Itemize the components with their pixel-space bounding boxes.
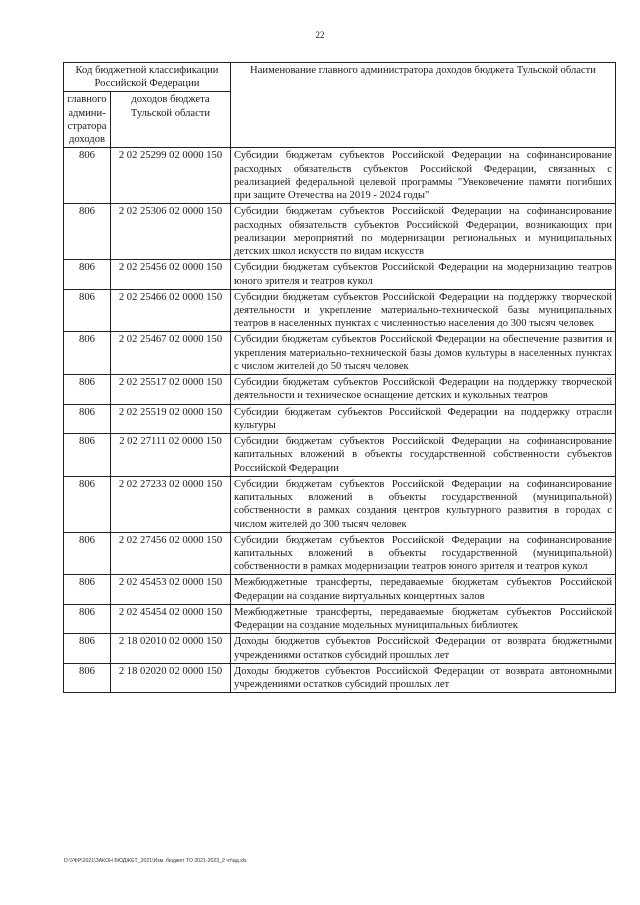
income-code-cell: 2 02 25519 02 0000 150 xyxy=(111,404,231,433)
admin-code-cell: 806 xyxy=(64,375,111,404)
header-code-group: Код бюджетной классификации Российской Федерации xyxy=(64,63,231,92)
income-name-cell: Субсидии бюджетам субъектов Российской Федерации на поддержку творческой деятельности и укрепление материально-технической базы муниципальных театров в населенных пунктах с численностью населения до 300 тысяч человек xyxy=(231,289,616,332)
table-row xyxy=(64,532,616,575)
table-row xyxy=(64,204,616,260)
table-row xyxy=(64,476,616,532)
income-name-cell: Субсидии бюджетам субъектов Российской Федерации на софинансирование капитальных вложений в объекты государственной (муниципальной) собственности в рамках модернизации театров юного зрителя и театров кукол xyxy=(231,532,616,575)
table-row xyxy=(64,404,616,433)
income-name-cell: Межбюджетные трансферты, передаваемые бюджетам субъектов Российской Федерации на создание виртуальных концертных залов xyxy=(231,575,616,604)
admin-code-cell: 806 xyxy=(64,289,111,332)
admin-code-cell: 806 xyxy=(64,575,111,604)
admin-code-cell: 806 xyxy=(64,434,111,477)
income-code-cell: 2 02 25299 02 0000 150 xyxy=(111,148,231,204)
page-number: 22 xyxy=(315,30,325,40)
income-code-cell: 2 02 25306 02 0000 150 xyxy=(111,204,231,260)
income-name-cell: Субсидии бюджетам субъектов Российской Федерации на софинансирование расходных обязательств субъектов Российской Федерации, возникающих при реализации мероприятий по модернизации региональных и муниципальных детских школ искусств по видам искусств xyxy=(231,204,616,260)
income-name-cell: Субсидии бюджетам субъектов Российской Федерации на софинансирование капитальных вложений в объекты государственной (муниципальной) собственности в рамках создания центров культурного развития в городах с числом жителей до 300 тысяч человек xyxy=(231,476,616,532)
income-code-cell: 2 02 25517 02 0000 150 xyxy=(111,375,231,404)
income-code-cell: 2 02 27456 02 0000 150 xyxy=(111,532,231,575)
table-row xyxy=(64,375,616,404)
table-row xyxy=(64,148,616,204)
income-name-cell: Межбюджетные трансферты, передаваемые бюджетам субъектов Российской Федерации на создание модельных муниципальных библиотек xyxy=(231,604,616,633)
admin-code-cell: 806 xyxy=(64,532,111,575)
admin-code-cell: 806 xyxy=(64,404,111,433)
table-row xyxy=(64,663,616,692)
header-name: Наименование главного администратора доходов бюджета Тульской области xyxy=(231,63,616,148)
income-name-cell: Доходы бюджетов субъектов Российской Федерации от возврата автономными учреждениями остатков субсидий прошлых лет xyxy=(231,663,616,692)
table-header-row xyxy=(64,63,616,92)
footer-file-path: D:\УФР\2021\ЗАКОН БЮДЖЕТ_2021\Изм. бюджет ТО 2021-2023_2 чт\ад.xls xyxy=(64,858,247,864)
income-name-cell: Доходы бюджетов субъектов Российской Федерации от возврата бюджетными учреждениями остатков субсидий прошлых лет xyxy=(231,634,616,663)
income-code-cell: 2 02 45454 02 0000 150 xyxy=(111,604,231,633)
admin-code-cell: 806 xyxy=(64,634,111,663)
income-name-cell: Субсидии бюджетам субъектов Российской Федерации на поддержку отрасли культуры xyxy=(231,404,616,433)
income-name-cell: Субсидии бюджетам субъектов Российской Федерации на софинансирование расходных обязательств субъектов Российской Федерации, связанных с реализацией федеральной целевой программы "Увековечение памяти погибших при защите Отечества на 2019 - 2024 годы" xyxy=(231,148,616,204)
table-body xyxy=(64,148,616,693)
table-row xyxy=(64,604,616,633)
income-code-cell: 2 18 02010 02 0000 150 xyxy=(111,634,231,663)
income-code-cell: 2 02 27111 02 0000 150 xyxy=(111,434,231,477)
table-row xyxy=(64,434,616,477)
table-row xyxy=(64,575,616,604)
admin-code-cell: 806 xyxy=(64,663,111,692)
admin-code-cell: 806 xyxy=(64,148,111,204)
income-code-cell: 2 02 25456 02 0000 150 xyxy=(111,260,231,289)
revenue-administrators-table xyxy=(63,62,616,693)
table-row xyxy=(64,332,616,375)
income-code-cell: 2 02 45453 02 0000 150 xyxy=(111,575,231,604)
income-name-cell: Субсидии бюджетам субъектов Российской Федерации на обеспечение развития и укрепления материально-технической базы домов культуры в населенных пунктах с числом жителей до 50 тысяч человек xyxy=(231,332,616,375)
table-row xyxy=(64,289,616,332)
table-row xyxy=(64,260,616,289)
admin-code-cell: 806 xyxy=(64,260,111,289)
header-income: доходов бюджета Тульской области xyxy=(111,92,231,148)
income-code-cell: 2 02 25467 02 0000 150 xyxy=(111,332,231,375)
table-row xyxy=(64,634,616,663)
income-name-cell: Субсидии бюджетам субъектов Российской Федерации на софинансирование капитальных вложений в объекты государственной собственности субъектов Российской Федерации xyxy=(231,434,616,477)
header-admin: главного админи-стратора доходов xyxy=(64,92,111,148)
income-name-cell: Субсидии бюджетам субъектов Российской Федерации на модернизацию театров юного зрителя и театров кукол xyxy=(231,260,616,289)
admin-code-cell: 806 xyxy=(64,204,111,260)
income-code-cell: 2 18 02020 02 0000 150 xyxy=(111,663,231,692)
income-code-cell: 2 02 27233 02 0000 150 xyxy=(111,476,231,532)
admin-code-cell: 806 xyxy=(64,604,111,633)
admin-code-cell: 806 xyxy=(64,332,111,375)
income-name-cell: Субсидии бюджетам субъектов Российской Федерации на поддержку творческой деятельности и техническое оснащение детских и кукольных театров xyxy=(231,375,616,404)
admin-code-cell: 806 xyxy=(64,476,111,532)
income-code-cell: 2 02 25466 02 0000 150 xyxy=(111,289,231,332)
